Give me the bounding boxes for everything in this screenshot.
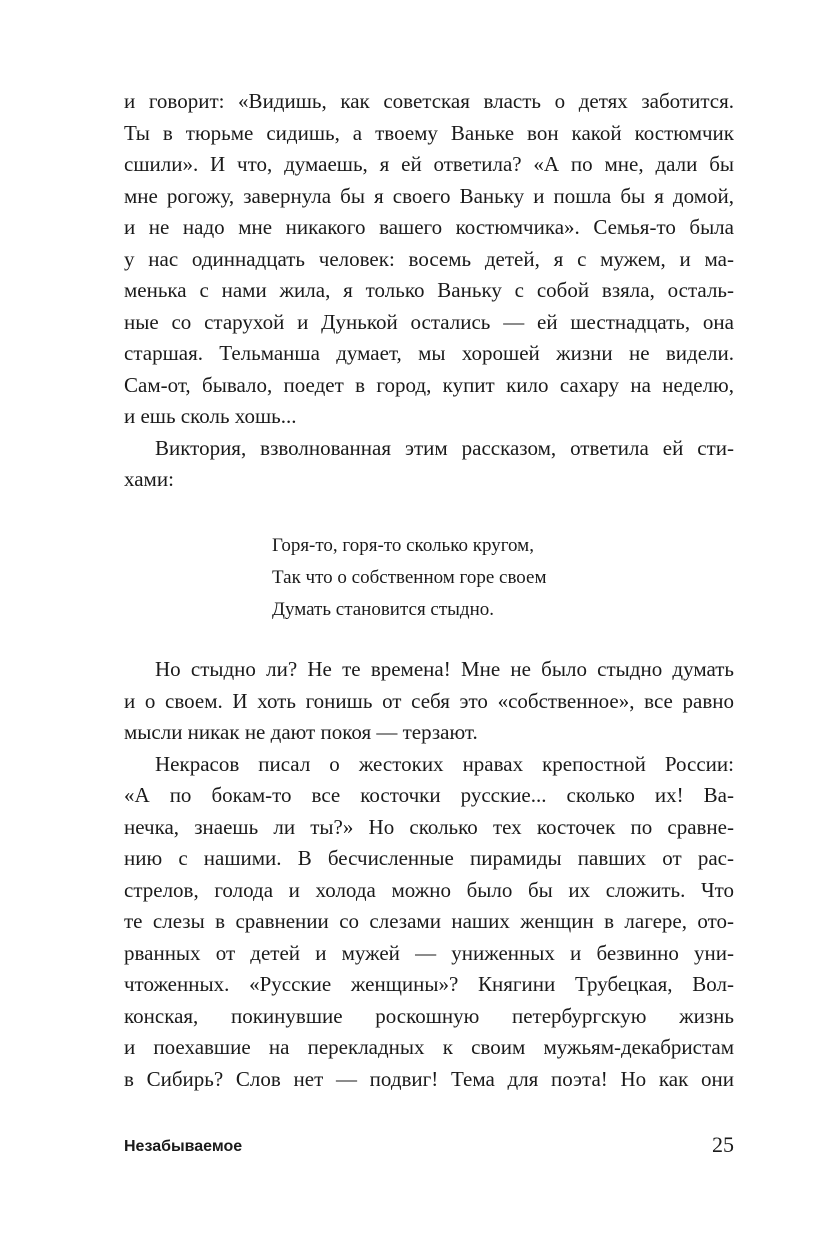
- text-line: Виктория, взволнованная этим рассказом, ответила ей сти-: [155, 435, 734, 460]
- text-line: нечка, знаешь ли ты?» Но сколько тех косточек по сравне-: [124, 814, 734, 839]
- paragraph-2: [124, 433, 734, 496]
- text-line: конская, покинувшие роскошную петербургскую жизнь: [124, 1003, 734, 1028]
- text-block-top: [124, 86, 734, 496]
- paragraph-1: [124, 86, 734, 433]
- text-line: те слезы в сравнении со слезами наших женщин в лагере, ото-: [124, 909, 734, 933]
- text-line: и говорит: «Видишь, как советская власть о детях заботится.: [124, 89, 734, 113]
- text-line: стрелов, голода и холода можно было бы их сложить. Что: [124, 877, 734, 902]
- text-line: «А по бокам-то все косточки русские... сколько их! Ва-: [124, 783, 734, 807]
- text-line: и не надо мне никакого вашего костюмчика». Семья-то была: [124, 215, 734, 239]
- text-line: старшая. Тельманша думает, мы хорошей жизни не видели.: [124, 341, 734, 365]
- text-line: ные со старухой и Дунькой остались — ей шестнадцать, она: [124, 309, 734, 334]
- text-line: нию с нашими. В бесчисленные пирамиды павших от рас-: [124, 846, 734, 870]
- paragraph-3: [124, 654, 734, 749]
- text-line: рванных от детей и мужей — униженных и безвинно уни-: [124, 940, 734, 965]
- poem-line: Думать становится стыдно.: [272, 599, 495, 620]
- text-line: и ешь сколь хошь...: [124, 404, 297, 428]
- running-footer-title: Незабываемое: [124, 1138, 243, 1155]
- text-line: в Сибирь? Слов нет — подвиг! Тема для поэта! Но как они: [124, 1066, 734, 1091]
- text-line: и о своем. И хоть гонишь от себя это «собственное», все равно: [124, 688, 734, 713]
- text-line: у нас одиннадцать человек: восемь детей, я с мужем, и ма-: [124, 246, 734, 271]
- text-line: Но стыдно ли? Не те времена! Мне не было стыдно думать: [155, 657, 734, 681]
- text-line: и поехавшие на перекладных к своим мужьям-декабристам: [124, 1035, 734, 1059]
- text-line: сшили». И что, думаешь, я ей ответила? «А по мне, дали бы: [124, 152, 734, 176]
- text-line: Сам-от, бывало, поедет в город, купит кило сахару на неделю,: [124, 372, 734, 397]
- text-line: хами:: [124, 467, 174, 491]
- page-number: 25: [712, 1132, 734, 1157]
- paragraph-4: [124, 749, 734, 1096]
- text-line: Ты в тюрьме сидишь, а твоему Ваньке вон какой костюмчик: [124, 120, 734, 145]
- poem-line: Так что о собственном горе своем: [272, 567, 547, 588]
- text-block-bottom: [124, 654, 734, 1095]
- text-line: мне рогожу, завернула бы я своего Ваньку и пошла бы я домой,: [124, 183, 734, 208]
- text-line: чтоженных. «Русские женщины»? Княгини Трубецкая, Вол-: [124, 972, 734, 996]
- poem-line: Горя-то, горя-то сколько кругом,: [272, 535, 534, 556]
- poem-stanza: [272, 530, 547, 626]
- text-line: менька с нами жила, я только Ваньку с собой взяла, осталь-: [124, 278, 734, 302]
- text-line: мысли никак не дают покоя — терзают.: [124, 720, 478, 744]
- text-line: Некрасов писал о жестоких нравах крепостной России:: [155, 751, 734, 776]
